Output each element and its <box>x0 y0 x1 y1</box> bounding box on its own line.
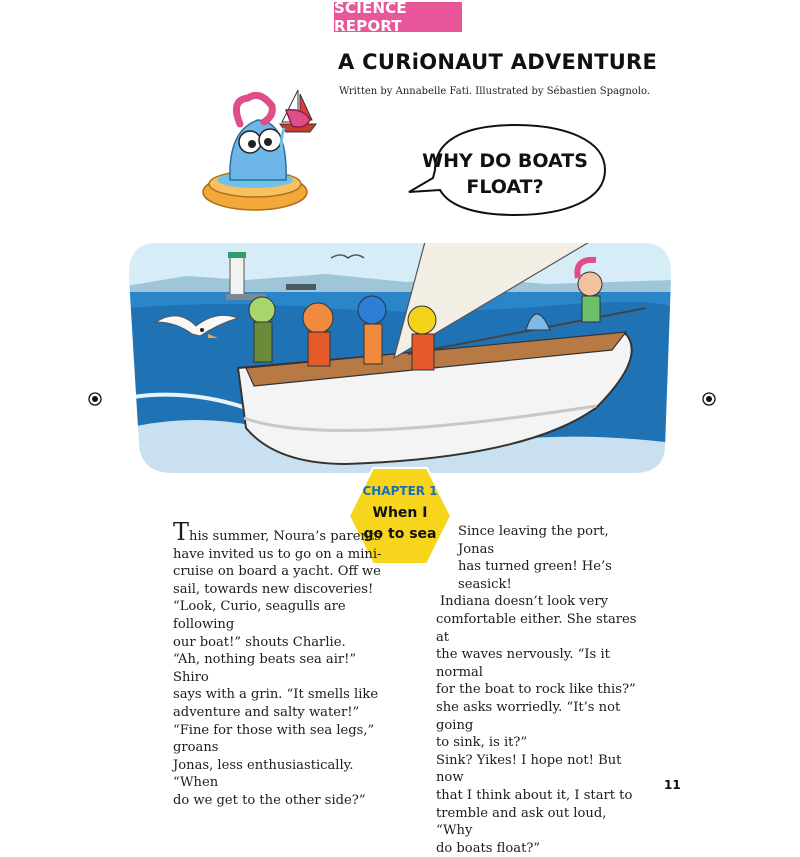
story-line: sail, towards new discoveries! <box>173 581 374 597</box>
story-line <box>173 518 395 546</box>
story-column-left <box>173 518 395 810</box>
section-tag: SCIENCE REPORT <box>334 2 462 32</box>
story-line: “Look, Curio, seagulls are following <box>173 599 346 632</box>
chapter-label: CHAPTER 1 <box>362 484 438 498</box>
story-line: says with a grin. “It smells like <box>173 687 379 703</box>
story-line: for the boat to rock like this?” <box>436 682 636 698</box>
story-line: “Ah, nothing beats sea air!” Shiro <box>173 652 357 685</box>
story-line: that I think about it, I start to <box>436 787 633 803</box>
story-line: the waves nervously. “Is it normal <box>436 647 610 680</box>
page-number: 11 <box>664 778 681 792</box>
chapter-subtitle-line-1: When I <box>372 505 428 521</box>
story-column-right <box>436 523 646 857</box>
story-line: comfortable either. She stares at <box>436 611 637 645</box>
story-line: to sink, is it?” <box>436 735 528 751</box>
story-line: cruise on board a yacht. Off we <box>173 564 381 580</box>
registration-mark-left <box>88 392 102 406</box>
chapter-subtitle-line-2: go to sea <box>363 526 437 542</box>
story-line: tremble and ask out loud, “Why <box>436 805 607 839</box>
mascot-illustration <box>200 80 340 220</box>
speech-bubble-line-1: WHY DO BOATS <box>422 150 588 172</box>
story-line: has turned green! He’s seasick! <box>458 559 612 592</box>
story-line: adventure and salty water!” <box>173 704 360 720</box>
story-title: A CURiONAUT ADVENTURE <box>338 50 658 74</box>
story-line-rest: his summer, Noura’s parents <box>189 529 381 544</box>
story-line: do we get to the other side?” <box>173 792 366 808</box>
story-line: have invited us to go on a mini- <box>173 546 382 562</box>
speech-bubble-line-2: FLOAT? <box>466 176 544 198</box>
story-credits: Written by Annabelle Fati. Illustrated by Sébastien Spagnolo. <box>339 86 651 97</box>
story-line: Since leaving the port, Jonas <box>458 524 609 557</box>
story-line: Sink? Yikes! I hope not! But now <box>436 752 622 786</box>
sailboat-scene <box>126 238 674 478</box>
speech-bubble-text <box>420 148 590 200</box>
story-line: Indiana doesn’t look very <box>440 594 608 610</box>
story-line: our boat!” shouts Charlie. <box>173 634 346 650</box>
story-line: do boats float?” <box>436 840 541 856</box>
drop-cap: T <box>173 518 190 546</box>
registration-mark-right <box>702 392 716 406</box>
story-line: Jonas, less enthusiastically. “When <box>173 757 354 791</box>
story-line: she asks worriedly. “It’s not going <box>436 699 621 733</box>
story-line: “Fine for those with sea legs,” groans <box>173 722 375 756</box>
